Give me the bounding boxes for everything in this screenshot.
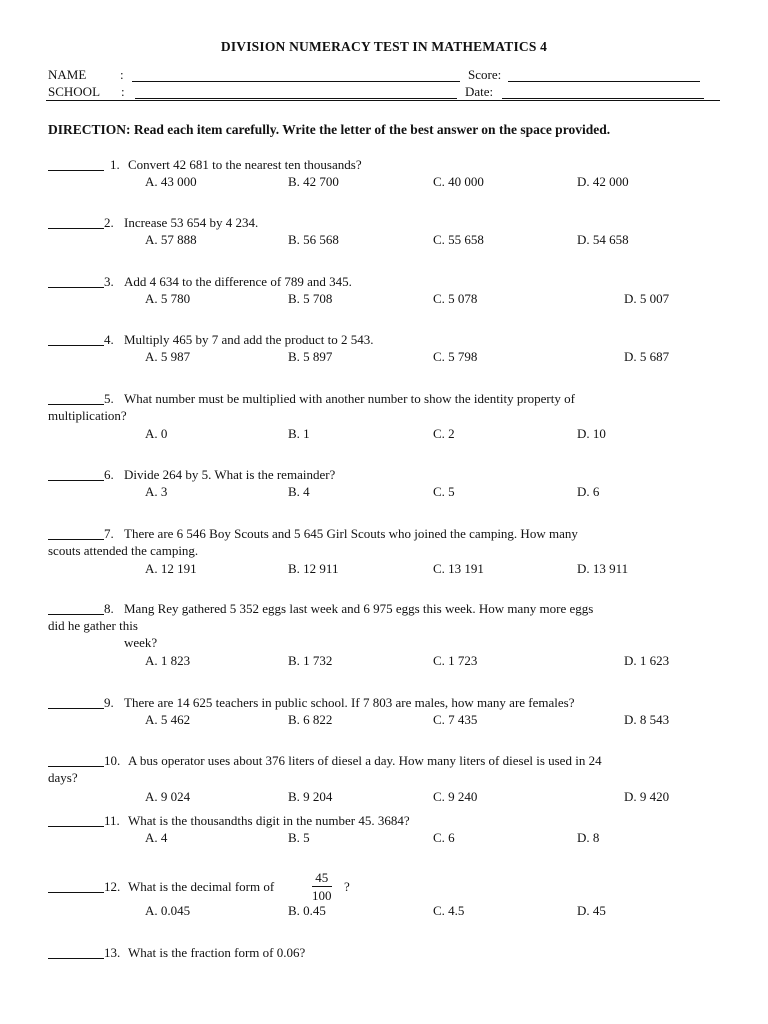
- question-number: 9.: [104, 695, 114, 710]
- answer-blank-12[interactable]: [48, 892, 104, 893]
- answer-blank-9[interactable]: [48, 708, 104, 709]
- answer-choice: B. 4: [288, 484, 310, 499]
- date-field[interactable]: [502, 98, 704, 99]
- fraction-numerator: 45: [315, 870, 329, 885]
- answer-choice: C. 9 240: [433, 789, 478, 804]
- answer-choice: C. 2: [433, 426, 455, 441]
- answer-blank-3[interactable]: [48, 287, 104, 288]
- answer-choice: D. 54 658: [577, 232, 629, 247]
- question-text: There are 14 625 teachers in public school. If 7 803 are males, how many are females?: [124, 695, 575, 710]
- answer-choice: D. 1 623: [624, 653, 670, 668]
- answer-choice: B. 56 568: [288, 232, 339, 247]
- answer-choice: C. 55 658: [433, 232, 484, 247]
- question-text-continued: multiplication?: [48, 408, 127, 423]
- answer-blank-4[interactable]: [48, 345, 104, 346]
- name-field[interactable]: [132, 81, 460, 82]
- question-number: 8.: [104, 601, 114, 616]
- score-label: Score:: [468, 67, 502, 82]
- answer-choice: C. 4.5: [433, 903, 465, 918]
- answer-choice: B. 0.45: [288, 903, 326, 918]
- school-field[interactable]: [135, 98, 457, 99]
- answer-choice: A. 9 024: [145, 789, 191, 804]
- school-colon: :: [121, 84, 125, 99]
- answer-choice: A. 57 888: [145, 232, 197, 247]
- direction-label: DIRECTION:: [48, 122, 131, 137]
- answer-choice: D. 9 420: [624, 789, 670, 804]
- question-number: 2.: [104, 215, 114, 230]
- answer-blank-5[interactable]: [48, 404, 104, 405]
- question-text: Convert 42 681 to the nearest ten thousands?: [128, 157, 362, 172]
- answer-choice: C. 7 435: [433, 712, 478, 727]
- score-field[interactable]: [508, 81, 700, 82]
- question-number: 4.: [104, 332, 114, 347]
- answer-choice: D. 42 000: [577, 174, 629, 189]
- question-text: Divide 264 by 5. What is the remainder?: [124, 467, 336, 482]
- answer-choice: B. 5: [288, 830, 310, 845]
- answer-choice: A. 0.045: [145, 903, 191, 918]
- answer-choice: D. 13 911: [577, 561, 629, 576]
- answer-choice: C. 5: [433, 484, 455, 499]
- answer-choice: A. 5 780: [145, 291, 191, 306]
- answer-choice: C. 40 000: [433, 174, 484, 189]
- answer-choice: A. 12 191: [145, 561, 197, 576]
- answer-choice: A. 0: [145, 426, 168, 441]
- answer-choice: B. 5 708: [288, 291, 333, 306]
- answer-choice: B. 1 732: [288, 653, 333, 668]
- name-colon: :: [120, 67, 124, 82]
- question-text: Add 4 634 to the difference of 789 and 345.: [124, 274, 352, 289]
- question-number: 10.: [104, 753, 121, 768]
- question-number: 13.: [104, 945, 121, 960]
- direction-body: Read each item carefully. Write the letter of the best answer on the space provided.: [130, 122, 611, 137]
- school-label: SCHOOL: [48, 84, 101, 99]
- answer-blank-8[interactable]: [48, 614, 104, 615]
- question-number: 3.: [104, 274, 114, 289]
- answer-choice: A. 3: [145, 484, 168, 499]
- question-text-continued: days?: [48, 770, 78, 785]
- page-title: DIVISION NUMERACY TEST IN MATHEMATICS 4: [220, 39, 548, 54]
- answer-choice: D. 5 007: [624, 291, 670, 306]
- answer-blank-7[interactable]: [48, 539, 104, 540]
- question-text: What number must be multiplied with another number to show the identity property of: [124, 391, 575, 406]
- answer-choice: C. 6: [433, 830, 455, 845]
- question-text-end: ?: [344, 879, 350, 894]
- answer-blank-13[interactable]: [48, 958, 104, 959]
- answer-choice: D. 8 543: [624, 712, 670, 727]
- question-text: A bus operator uses about 376 liters of diesel a day. How many liters of diesel is used in 24: [128, 753, 602, 768]
- answer-choice: B. 6 822: [288, 712, 333, 727]
- question-text-continued: did he gather this: [48, 618, 138, 633]
- answer-choice: B. 9 204: [288, 789, 333, 804]
- answer-blank-6[interactable]: [48, 480, 104, 481]
- question-number: 7.: [104, 526, 114, 541]
- direction-text: [48, 121, 610, 138]
- question-text: What is the fraction form of 0.06?: [128, 945, 306, 960]
- answer-choice: C. 5 798: [433, 349, 478, 364]
- header-divider: [46, 100, 720, 101]
- answer-choice: A. 1 823: [145, 653, 191, 668]
- question-number: 11.: [104, 813, 120, 828]
- question-text: Multiply 465 by 7 and add the product to 2 543.: [124, 332, 374, 347]
- question-text: There are 6 546 Boy Scouts and 5 645 Girl Scouts who joined the camping. How many: [124, 526, 578, 541]
- question-text: Mang Rey gathered 5 352 eggs last week and 6 975 eggs this week. How many more eggs: [124, 601, 594, 616]
- answer-blank-2[interactable]: [48, 228, 104, 229]
- question-number: 6.: [104, 467, 114, 482]
- answer-choice: C. 5 078: [433, 291, 478, 306]
- answer-choice: A. 43 000: [145, 174, 197, 189]
- date-label: Date:: [465, 84, 494, 99]
- answer-choice: B. 5 897: [288, 349, 333, 364]
- answer-choice: C. 13 191: [433, 561, 484, 576]
- question-text: What is the thousandths digit in the number 45. 3684?: [128, 813, 410, 828]
- answer-choice: D. 10: [577, 426, 606, 441]
- answer-blank-11[interactable]: [48, 826, 104, 827]
- answer-choice: B. 12 911: [288, 561, 339, 576]
- answer-choice: D. 6: [577, 484, 600, 499]
- fraction-bar: [312, 886, 332, 887]
- question-text-continued: week?: [124, 635, 158, 650]
- answer-choice: A. 4: [145, 830, 168, 845]
- answer-choice: A. 5 987: [145, 349, 191, 364]
- fraction-denominator: 100: [312, 888, 332, 903]
- answer-choice: D. 45: [577, 903, 606, 918]
- name-label: NAME: [48, 67, 87, 82]
- answer-choice: A. 5 462: [145, 712, 191, 727]
- question-number: 5.: [104, 391, 114, 406]
- answer-blank-1[interactable]: [48, 170, 104, 171]
- answer-blank-10[interactable]: [48, 766, 104, 767]
- question-number: 12.: [104, 879, 121, 894]
- answer-choice: B. 42 700: [288, 174, 339, 189]
- question-text-continued: scouts attended the camping.: [48, 543, 199, 558]
- answer-choice: D. 5 687: [624, 349, 670, 364]
- question-text: Increase 53 654 by 4 234.: [124, 215, 259, 230]
- answer-choice: B. 1: [288, 426, 310, 441]
- answer-choice: C. 1 723: [433, 653, 478, 668]
- question-text: What is the decimal form of: [128, 879, 275, 894]
- fraction: [312, 870, 332, 903]
- answer-choice: D. 8: [577, 830, 600, 845]
- question-number: 1.: [110, 157, 120, 172]
